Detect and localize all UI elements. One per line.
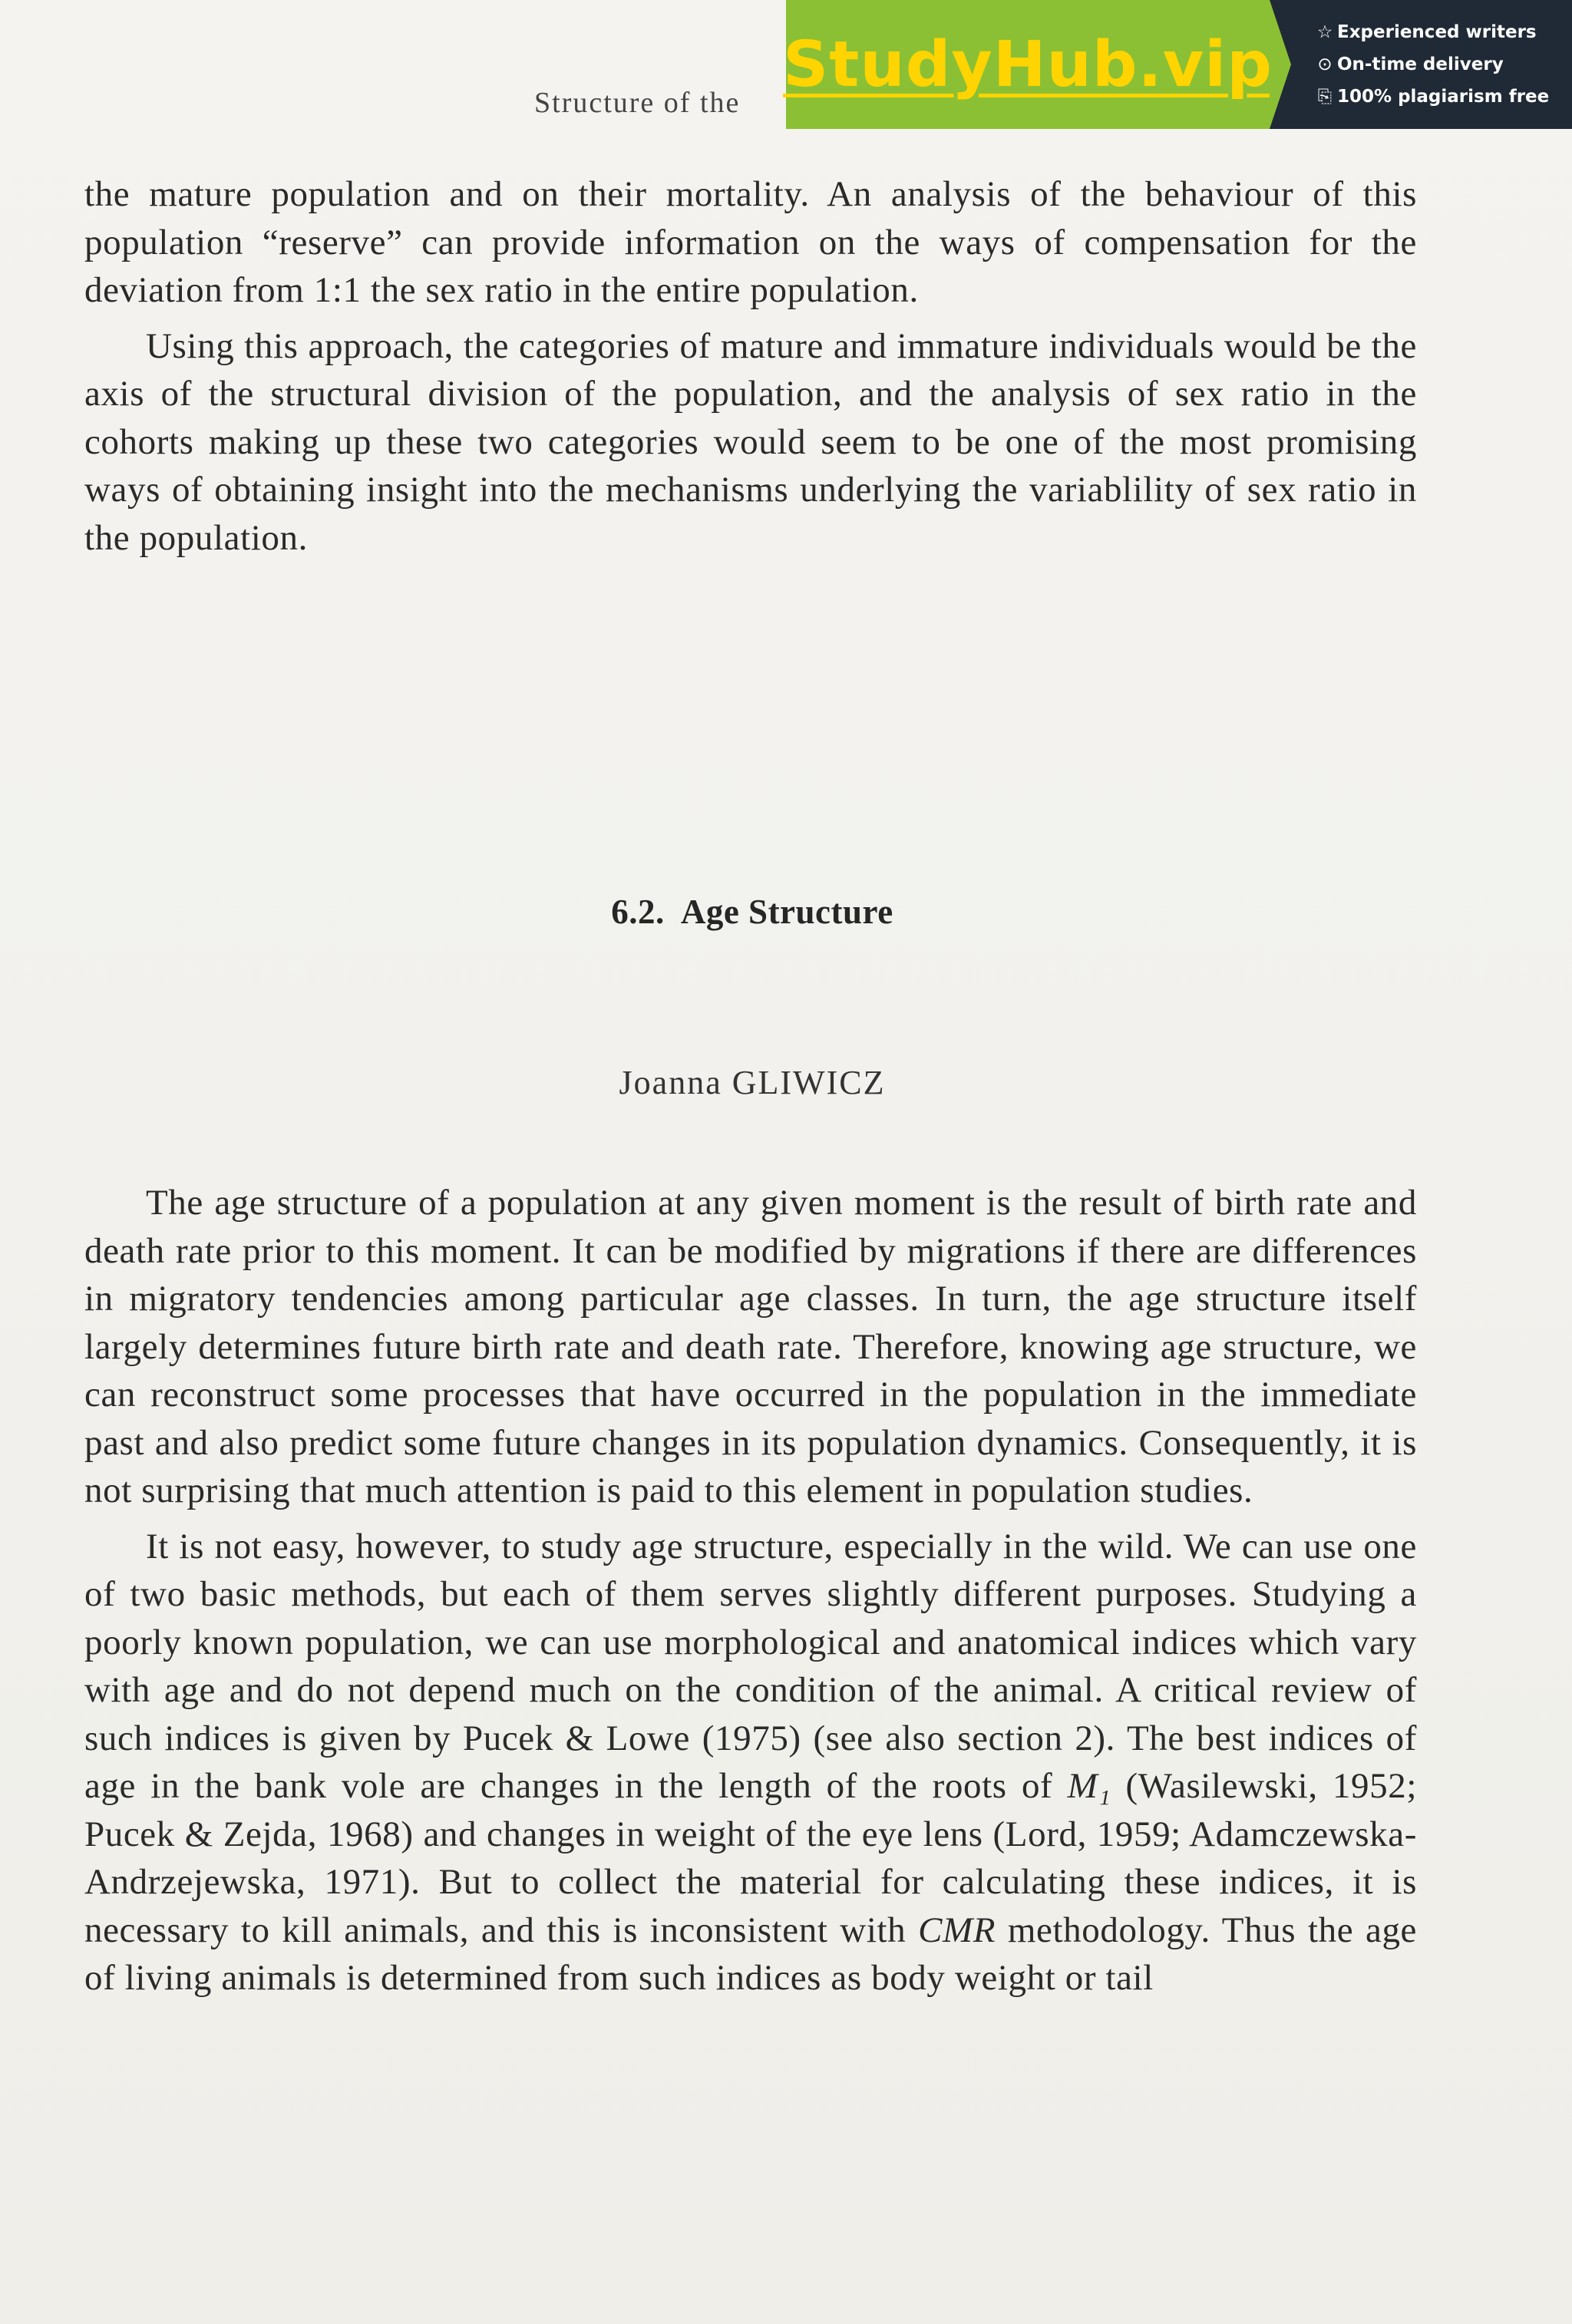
banner-features bbox=[1270, 0, 1572, 129]
paragraph: the mature population and on their mortality. An analysis of the behaviour of this population “reserve” can provide information on the ways of compensation for the deviation from 1:1 the sex ratio in the entire population. bbox=[84, 174, 1417, 310]
banner-brand[interactable] bbox=[783, 0, 1273, 129]
feature-item bbox=[1316, 81, 1572, 113]
paragraph bbox=[84, 1523, 1417, 2002]
feature-label: On-time delivery bbox=[1337, 54, 1504, 74]
section-title: Age Structure bbox=[680, 893, 893, 931]
document-check-icon: ⎘ bbox=[1317, 87, 1333, 107]
feature-label: 100% plagiarism free bbox=[1337, 87, 1550, 107]
text-run: methodology. Thus the age of living animals is determined from such indices as body weight or tail bbox=[84, 1910, 1418, 1998]
section-heading bbox=[0, 892, 1504, 932]
math-symbol: M₁ bbox=[1067, 1766, 1111, 1806]
section-body bbox=[84, 1179, 1417, 2010]
brand-logo-text[interactable]: StudyHub.vip bbox=[783, 28, 1273, 101]
star-icon: ☆ bbox=[1316, 22, 1333, 42]
feature-label: Experienced writers bbox=[1337, 22, 1537, 42]
intro-text bbox=[84, 170, 1417, 569]
text-run: It is not easy, however, to study age structure, especially in the wild. We can use one of two basic methods, but each of them serves slightly different purposes. Studying a poorly known population, we can use morphological and anatomical indices which vary with age and do not depend much on the condition of the animal. A critical review of such indices is given by Pucek & Lowe (1975) (see also section 2). The best indices of age in the bank vole are changes in the length of the roots of bbox=[84, 1526, 1417, 1806]
author-name: Joanna GLIWICZ bbox=[619, 1064, 886, 1101]
text-run: (Wasilewski, 1952; Pucek & Zejda, 1968) and changes in weight of the eye lens (Lord, 1959; Adamczewska-Andrzejewska, 1971). But to collect the material for calculating these indices, it is necessary to kill animals, and this is inconsistent with bbox=[84, 1766, 1417, 1950]
feature-item bbox=[1316, 16, 1572, 48]
section-number: 6.2. bbox=[611, 893, 665, 931]
paragraph: The age structure of a population at any given moment is the result of birth rate and death rate prior to this moment. It can be modified by migrations if there are differences in migratory tendencies among particular age classes. In turn, the age structure itself largely determines future birth rate and death rate. Therefore, knowing age structure, we can reconstruct some processes that have occurred in the population in the immediate past and also predict some future changes in its population dynamics. Consequently, it is not surprising that much attention is paid to this element in population studies. bbox=[84, 1183, 1417, 1510]
ad-banner[interactable] bbox=[783, 0, 1572, 129]
acronym: CMR bbox=[918, 1910, 996, 1950]
clock-icon: ⊙ bbox=[1317, 54, 1333, 74]
running-head: Structure of the bbox=[534, 87, 741, 119]
paragraph: Using this approach, the categories of mature and immature individuals would be the axis of the structural division of the population, and the analysis of sex ratio in the cohorts making up these two categories would seem to be one of the most promising ways of obtaining insight into the mechanisms underlying the variablility of sex ratio in the population. bbox=[84, 325, 1417, 558]
feature-item bbox=[1316, 48, 1572, 81]
